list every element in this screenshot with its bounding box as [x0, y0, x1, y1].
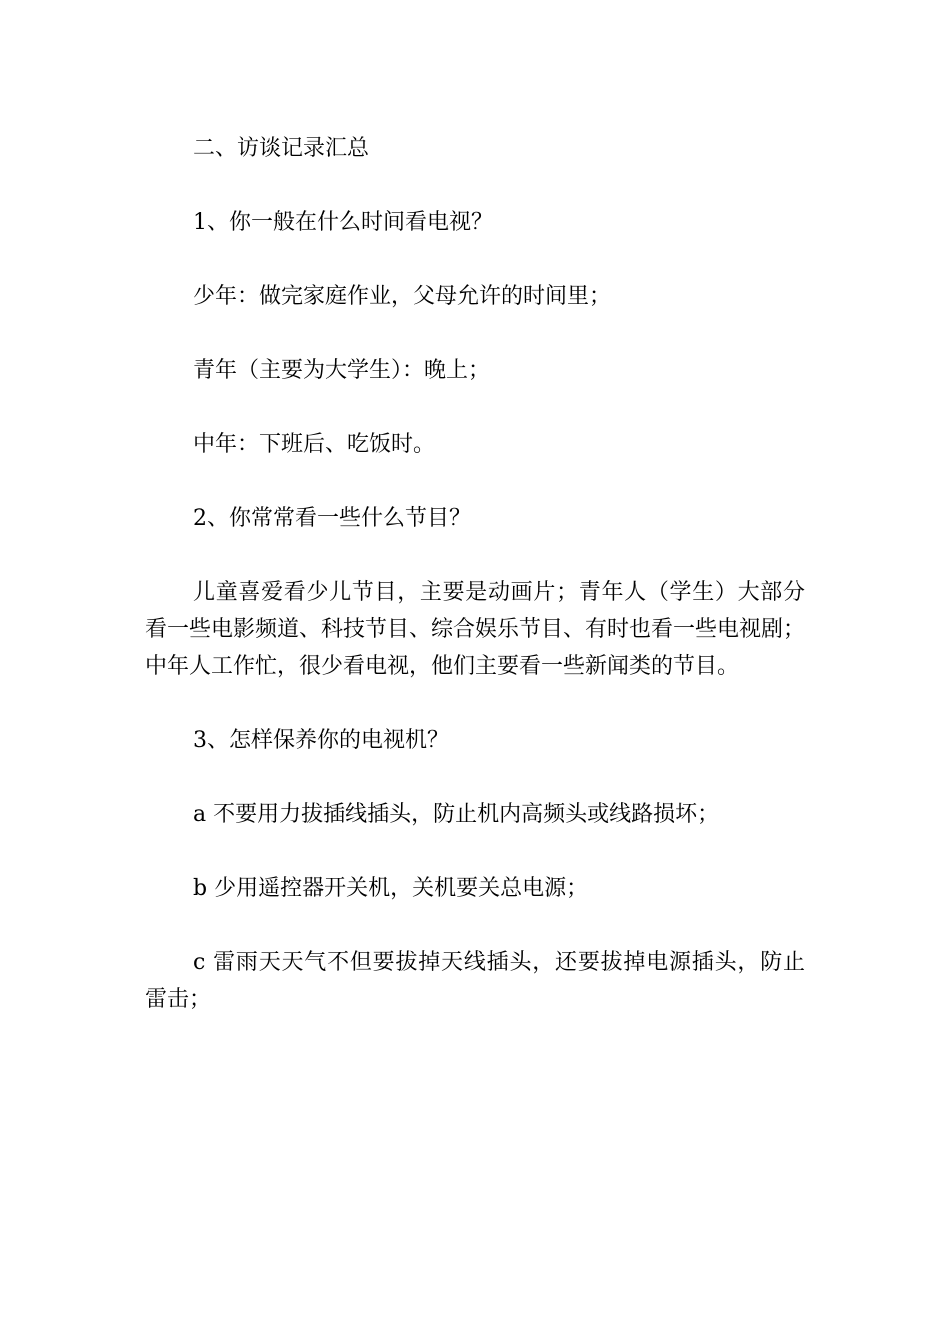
question-1: 1、你一般在什么时间看电视？ [193, 210, 493, 235]
question-3: 3、怎样保养你的电视机？ [193, 728, 449, 753]
answer-1-young-adult: 青年（主要为大学生）：晚上； [193, 358, 491, 383]
answer-1-youth: 少年：做完家庭作业，父母允许的时间里； [193, 284, 612, 309]
question-2: 2、你常常看一些什么节目？ [193, 506, 471, 531]
answer-2: 儿童喜爱看少儿节目，主要是动画片；青年人（学生）大部分看一些电影频道、科技节目、综合娱乐节目、有时也看一些电视剧；中年人工作忙，很少看电视，他们主要看一些新闻类的节目。 [145, 580, 806, 679]
answer-1-middle-aged: 中年：下班后、吃饭时。 [193, 432, 436, 457]
answer-3-b: b 少用遥控器开关机，关机要关总电源； [193, 876, 589, 901]
answer-3-a: a 不要用力拔插线插头，防止机内高频头或线路损坏； [193, 802, 720, 827]
section-heading: 二、访谈记录汇总 [193, 136, 370, 161]
document-body [145, 130, 805, 1055]
answer-3-c: c 雷雨天天气不但要拔掉天线插头，还要拔掉电源插头，防止雷击； [145, 950, 805, 1012]
